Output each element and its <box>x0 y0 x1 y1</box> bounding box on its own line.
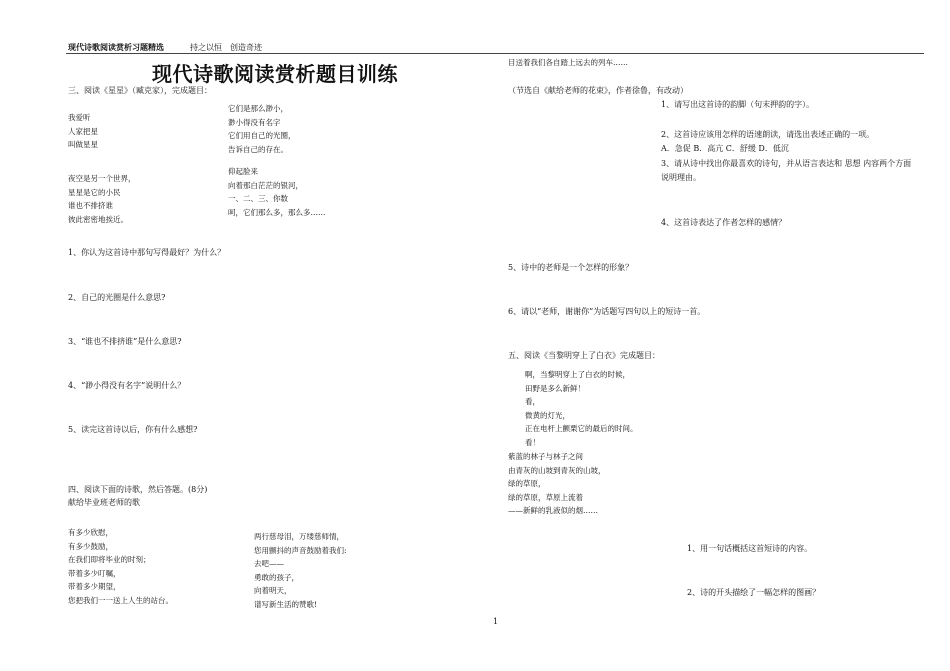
poem-line: 啊，当黎明穿上了白衣的时候， <box>525 370 630 379</box>
header-rule <box>66 53 924 54</box>
section3-question-4: 4、“渺小得没有名字”说明什么？ <box>68 381 186 390</box>
section3-poem-left-b <box>68 172 136 226</box>
section3-poem-right-a <box>228 102 296 156</box>
poem-line: 微黄的灯光， <box>525 410 570 420</box>
question-5: 5、诗中的老师是一个怎样的形象？ <box>508 263 634 272</box>
question-6: 6、请以“老师，谢谢你”为话题写四句以上的短诗一首。 <box>508 307 706 316</box>
section5-question-1: 1、用一句话概括这首短诗的内容。 <box>687 544 813 553</box>
poem-line: 星星是它的小民 <box>68 187 121 197</box>
poem-line: 您用颤抖的声音鼓励着我们: <box>254 545 347 555</box>
section4-poem-left <box>68 526 173 607</box>
poem-line: 呵，它们那么多，那么多…… <box>228 207 326 217</box>
poem-line: 带着多少叮嘱， <box>68 568 121 578</box>
section3-question-5: 5、读完这首诗以后，你有什么感想? <box>68 425 198 434</box>
poem-line: 它们是那么渺小， <box>228 104 288 113</box>
poem-line: 告诉自己的存在。 <box>228 144 288 154</box>
poem-line: 我爱听 <box>68 113 91 122</box>
poem-line: 您把我们一一送上人生的站台。 <box>68 595 173 605</box>
poem-line: 它们用自己的光圈， <box>228 131 296 140</box>
poem-line: ——新鲜的乳液似的烟…… <box>508 506 598 515</box>
poem-line: 绿的草原，草原上流着 <box>508 492 583 502</box>
poem-line: 彼此密密地挨近。 <box>68 214 128 224</box>
section3-intro: 三、阅读《星星》（臧克家），完成题目： <box>68 86 212 95</box>
section3-question-2: 2、自己的光圈是什么意思? <box>68 293 166 302</box>
poem-line: 一、二、三、你数 <box>228 194 288 203</box>
poem-ending-line: 目送着我们各自踏上远去的列车…… <box>508 58 628 67</box>
poem-line: 勇敢的孩子， <box>254 572 299 582</box>
poem-line: 夜空是另一个世界， <box>68 174 136 183</box>
poem-line: 向着明天， <box>254 586 292 595</box>
poem-line: 谱写新生活的赞歌! <box>254 599 318 609</box>
poem-line: 渺小得没有名字 <box>228 117 281 127</box>
poem-line: 谁也不排挤谁 <box>68 201 113 210</box>
section5-poem-b <box>508 450 606 518</box>
question-4: 4、这首诗表达了作者怎样的感情？ <box>661 218 787 227</box>
poem-line: 人家把星 <box>68 126 98 136</box>
question-3: 3、请从诗中找出你最喜欢的诗句，并从语言表达和 思想 内容两个方面 <box>661 159 912 168</box>
poem-line: 看！ <box>525 437 540 447</box>
section4-poem-right <box>254 530 347 611</box>
header-motto-a: 持之以恒 <box>190 43 222 52</box>
poem-line: 看， <box>525 397 540 406</box>
poem-line: 仰起脸来 <box>228 167 258 176</box>
section5-intro: 五、阅读《当黎明穿上了白衣》完成题目： <box>508 351 660 360</box>
question-2: 2、这首诗应该用怎样的语速朗读，请选出表述正确的一项。 <box>661 130 875 139</box>
poem-line: 去吧—— <box>254 559 284 568</box>
section3-poem-left-a <box>68 111 98 152</box>
poem-line: 由青灰的山坡到青灰的山坡， <box>508 465 606 475</box>
section4-poem-title: 献给毕业班老师的歌 <box>68 498 140 507</box>
page-number: 1 <box>493 617 499 626</box>
section5-question-2: 2、诗的开头描绘了一幅怎样的图画？ <box>687 588 821 597</box>
section3-question-3: 3、“谁也不排挤谁”是什么意思? <box>68 337 182 346</box>
poem-line: 在我们即将毕业的时刻； <box>68 555 151 564</box>
poem-line: 有多少鼓励， <box>68 541 113 551</box>
poem-line: 绿的草原， <box>508 479 546 488</box>
section3-poem-right-b <box>228 165 326 219</box>
poem-line: 正在电杆上颤栗它的最后的时间。 <box>525 424 638 433</box>
poem-source: （节选自《献给老师的花束》，作者徐鲁，有改动） <box>508 86 688 95</box>
header-motto-b: 创造奇迹 <box>230 43 262 52</box>
poem-line: 带着多少期望， <box>68 582 121 591</box>
question-1: 1、请写出这首诗的韵脚（句末押韵的字）。 <box>661 100 815 109</box>
header-left: 现代诗歌阅读赏析习题精选 <box>68 42 164 52</box>
page-title: 现代诗歌阅读赏析题目训练 <box>152 62 398 86</box>
poem-line: 紫蓝的林子与林子之间 <box>508 452 583 461</box>
question-2-options: A．急促 B．高亢 C．舒缓 D．低沉 <box>661 144 789 153</box>
section5-poem-a <box>525 368 638 449</box>
poem-line: 向着那白茫茫的银河， <box>228 180 303 190</box>
poem-line: 叫做星星 <box>68 140 98 149</box>
poem-line: 两行慈母泪，万缕慈师情， <box>254 532 344 541</box>
poem-line: 田野是多么新鲜！ <box>525 383 585 393</box>
poem-line: 有多少欣慰， <box>68 528 113 537</box>
section4-intro: 四、阅读下面的诗歌，然后答题。(8分) <box>68 485 208 494</box>
question-3-continued: 说明理由。 <box>661 173 701 182</box>
section3-question-1: 1、你认为这首诗中那句写得最好？为什么？ <box>68 248 226 257</box>
